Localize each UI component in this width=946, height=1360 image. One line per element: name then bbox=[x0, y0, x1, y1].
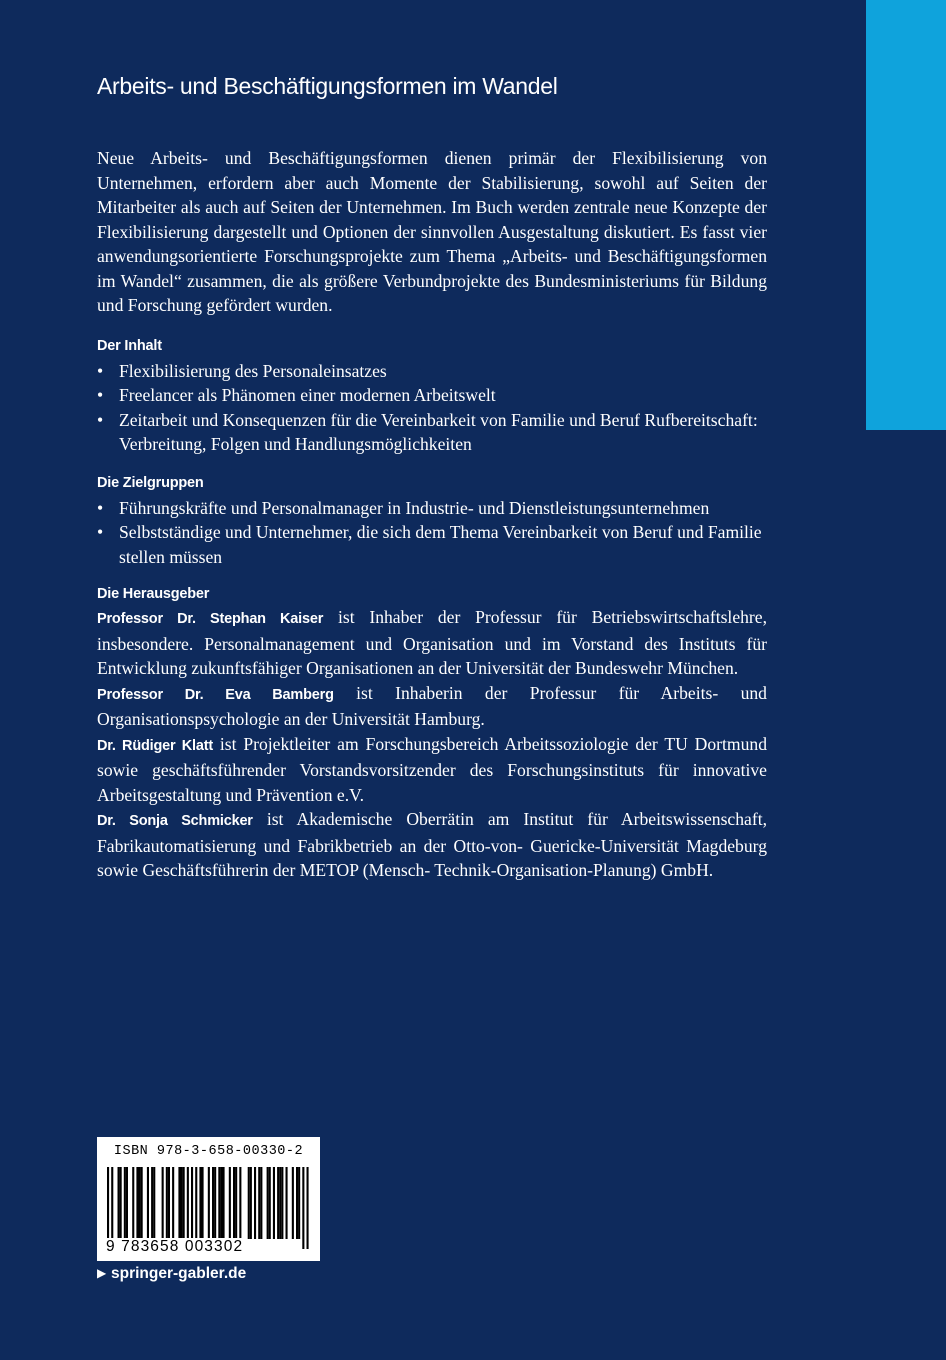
barcode-bar bbox=[162, 1167, 164, 1239]
list-item-text: Selbstständige und Unternehmer, die sich dem Thema Vereinbarkeit von Beruf und Familie stellen müssen bbox=[119, 522, 762, 567]
barcode-bar bbox=[277, 1167, 279, 1239]
barcode-bar bbox=[141, 1167, 143, 1239]
barcode-bar bbox=[250, 1167, 252, 1239]
barcode-bar bbox=[218, 1167, 220, 1239]
barcode-bar bbox=[111, 1167, 113, 1249]
editor-bio-text: ist Inhaber der Professur für Betriebswirtschaftslehre, insbesondere. Personalmanagement und Organisation und im Vorstand des Instituts für Entwicklung zukunftsfähiger Organisationen an der Universität der Bundeswehr München. bbox=[97, 607, 767, 678]
list-item bbox=[97, 359, 767, 384]
barcode-bar bbox=[254, 1167, 256, 1239]
barcode-digits: 9 783658 003302 bbox=[106, 1238, 244, 1255]
barcode-bar bbox=[298, 1167, 300, 1239]
barcode-bar bbox=[267, 1167, 269, 1239]
barcode-bar bbox=[296, 1167, 298, 1239]
barcode-bar bbox=[269, 1167, 271, 1239]
bullet-icon: • bbox=[97, 522, 104, 542]
list-item bbox=[97, 408, 767, 457]
list-item-text: Zeitarbeit und Konsequenzen für die Vereinbarkeit von Familie und Beruf Rufbereitschaft: Verbreitung, Folgen und Handlungsmöglichkeiten bbox=[119, 409, 758, 454]
editor-bio bbox=[97, 681, 767, 732]
barcode-bar bbox=[181, 1167, 183, 1239]
barcode-bar bbox=[248, 1167, 250, 1239]
barcode-bar bbox=[132, 1167, 134, 1239]
list-item bbox=[97, 383, 767, 408]
barcode-bar bbox=[220, 1167, 222, 1239]
list-item-text: Flexibilisierung des Personaleinsatzes bbox=[119, 360, 387, 381]
barcode-bar bbox=[191, 1167, 193, 1239]
section-heading-herausgeber: Die Herausgeber bbox=[97, 586, 210, 602]
editor-bio-text: ist Akademische Oberrätin am Institut für Arbeitswissenschaft, Fabrikautomatisierung und Fabrikbetrieb an der Otto-von- Guericke-Universität Magdeburg sowie Geschäftsführerin der METOP (Mensch- Technik-Organisation-Planung) GmbH. bbox=[97, 809, 767, 880]
back-cover-title: Arbeits- und Beschäftigungsformen im Wandel bbox=[97, 73, 558, 99]
barcode-bar bbox=[223, 1167, 225, 1239]
barcode-bar bbox=[302, 1167, 304, 1249]
barcode-bar bbox=[229, 1167, 231, 1239]
publisher-website[interactable] bbox=[97, 1265, 246, 1283]
barcode-bar bbox=[281, 1167, 283, 1239]
barcode-bar bbox=[279, 1167, 281, 1239]
bullet-icon: • bbox=[97, 385, 104, 405]
editor-bio bbox=[97, 807, 767, 883]
barcode-bar bbox=[260, 1167, 262, 1239]
section-heading-inhalt: Der Inhalt bbox=[97, 337, 162, 354]
barcode-bar bbox=[195, 1167, 197, 1239]
section-heading-zielgruppen: Die Zielgruppen bbox=[97, 474, 204, 491]
barcode-bar bbox=[258, 1167, 260, 1239]
barcode-bar bbox=[139, 1167, 141, 1239]
barcode-bar bbox=[120, 1167, 122, 1239]
zielgruppen-list bbox=[97, 496, 767, 570]
isbn-label: ISBN 978-3-658-00330-2 bbox=[113, 1144, 304, 1159]
list-item bbox=[97, 520, 767, 569]
barcode-bar bbox=[292, 1167, 294, 1239]
back-cover-text bbox=[97, 146, 767, 883]
barcode-bar bbox=[235, 1167, 237, 1239]
accent-bar bbox=[866, 0, 946, 430]
list-item-text: Freelancer als Phänomen einer modernen Arbeitswelt bbox=[119, 385, 496, 405]
barcode-bar bbox=[286, 1167, 288, 1239]
intro-paragraph: Neue Arbeits- und Beschäftigungsformen dienen primär der Flexibilisierung von Unternehmen, erfordern aber auch Momente der Stabilisierung, sowohl auf Seiten der Mitarbeiter als auch auf Seiten der Unternehmen. Im Buch werden zentrale neue Konzepte der Flexibilisierung dargestellt und Optionen der sinnvollen Ausgestaltung diskutiert. Es fasst vier anwendungsorientierte Forschungsprojekte zum Thema „Arbeits- und Beschäftigungsformen im Wandel“ zusammen, die als größere Verbundprojekte des Bundesministeriums für Bildung und Forschung gefördert wurden. bbox=[97, 148, 767, 315]
barcode-bar bbox=[124, 1167, 126, 1239]
barcode-bar bbox=[202, 1167, 204, 1239]
barcode-bar bbox=[208, 1167, 210, 1249]
editor-bio-text: ist Inhaberin der Professur für Arbeits- und Organisationspsychologie an der Universität Hamburg. bbox=[97, 682, 767, 729]
barcode-icon bbox=[107, 1167, 310, 1249]
barcode-bar bbox=[153, 1167, 155, 1239]
editor-bio-text: ist Projektleiter am Forschungsbereich Arbeitssoziologie der TU Dortmund sowie geschäftsführender Vorstandsvorsitzender des Forschungsinstituts für innovative Arbeitsgestaltung und Prävention e.V. bbox=[97, 733, 767, 805]
barcode-bar bbox=[107, 1167, 109, 1249]
barcode-bar bbox=[239, 1167, 241, 1239]
barcode-bar bbox=[233, 1167, 235, 1239]
bullet-icon: • bbox=[97, 360, 104, 381]
barcode-bar bbox=[126, 1167, 128, 1239]
editor-name: Professor Dr. Stephan Kaiser bbox=[97, 611, 324, 627]
barcode-bar bbox=[178, 1167, 180, 1239]
list-item bbox=[97, 496, 767, 521]
barcode-bar bbox=[307, 1167, 309, 1249]
barcode-bar bbox=[136, 1167, 138, 1239]
list-item-text: Führungskräfte und Personalmanager in Industrie- und Dienstleistungsunternehmen bbox=[119, 497, 710, 518]
website-url[interactable]: springer-gabler.de bbox=[111, 1265, 247, 1282]
barcode-bar bbox=[187, 1167, 189, 1239]
barcode-bar bbox=[118, 1167, 120, 1239]
inhalt-list bbox=[97, 359, 767, 457]
editor-name: Professor Dr. Eva Bamberg bbox=[97, 686, 334, 703]
barcode-bar bbox=[172, 1167, 174, 1239]
barcode-bar bbox=[168, 1167, 170, 1239]
barcode-bar bbox=[199, 1167, 201, 1239]
bullet-icon: • bbox=[97, 497, 104, 518]
play-arrow-icon: ▶ bbox=[97, 1266, 107, 1280]
editor-name: Dr. Rüdiger Klatt bbox=[97, 737, 213, 754]
bullet-icon: • bbox=[97, 409, 104, 430]
barcode-bar bbox=[214, 1167, 216, 1239]
barcode-bar bbox=[166, 1167, 168, 1239]
barcode-bar bbox=[147, 1167, 149, 1239]
barcode-bar bbox=[151, 1167, 153, 1239]
barcode-bar bbox=[183, 1167, 185, 1239]
editor-bio bbox=[97, 605, 767, 681]
editor-name: Dr. Sonja Schmicker bbox=[97, 813, 253, 829]
editor-bio bbox=[97, 732, 767, 808]
barcode-bar bbox=[212, 1167, 214, 1239]
barcode-bar bbox=[273, 1167, 275, 1239]
isbn-barcode bbox=[97, 1137, 320, 1261]
